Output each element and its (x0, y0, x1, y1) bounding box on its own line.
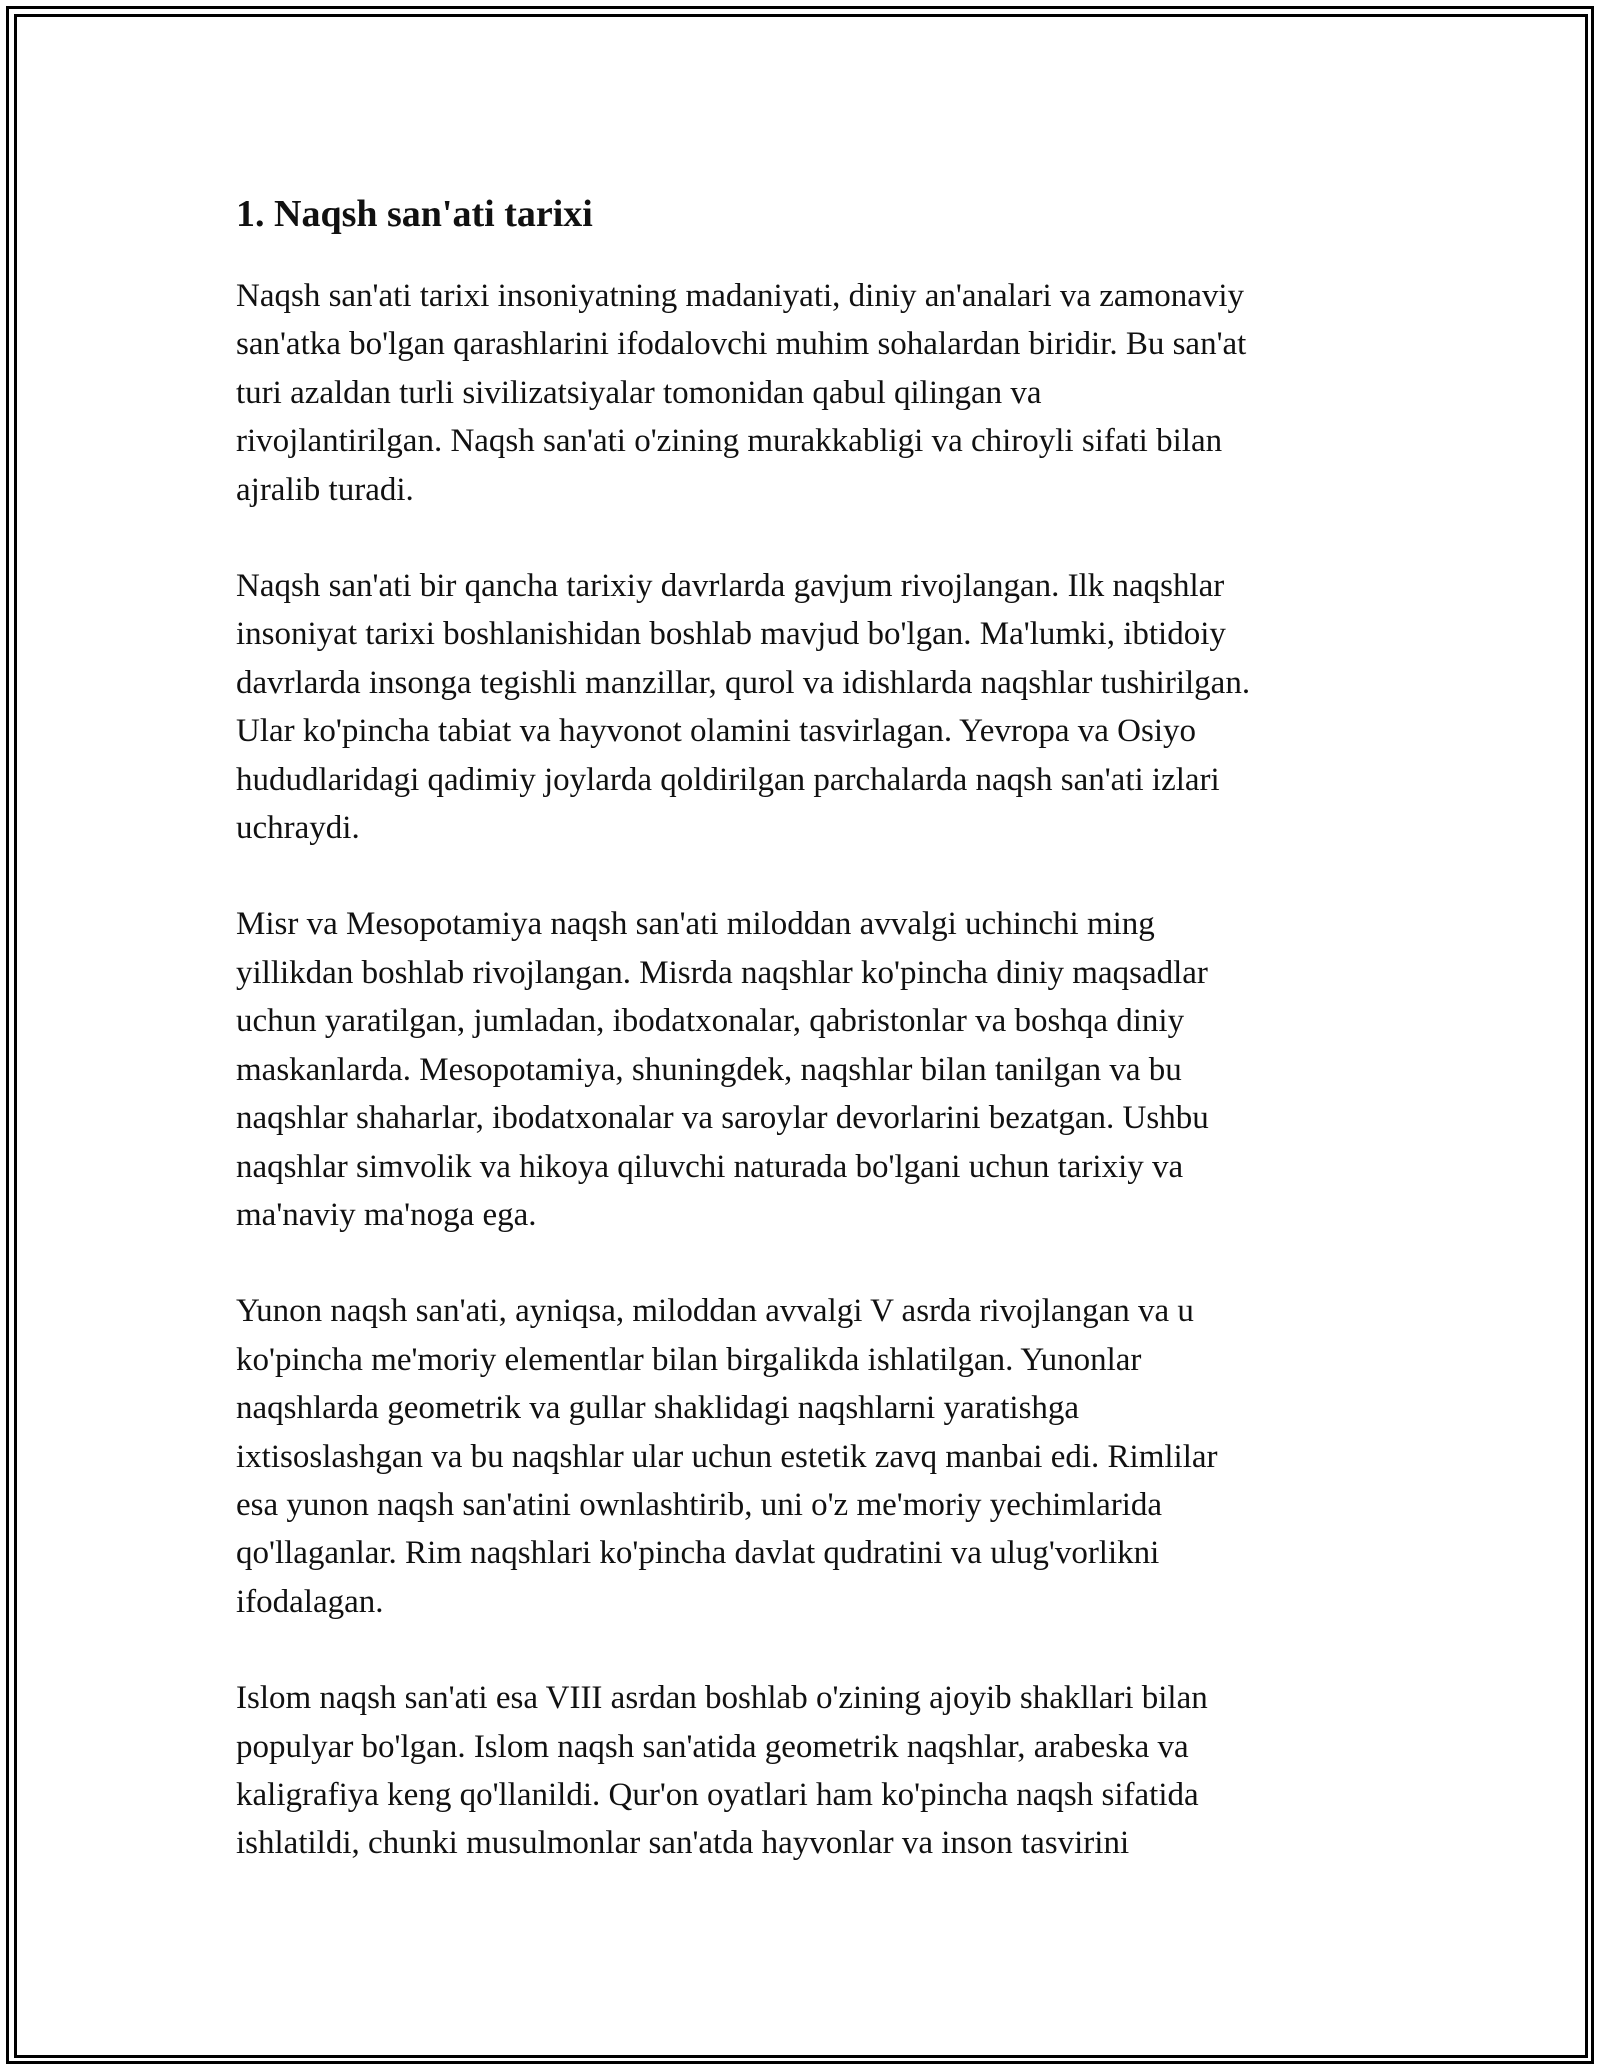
text-line: hududlaridagi qadimiy joylarda qoldirilgan parchalarda naqsh san'ati izlari (236, 761, 1220, 798)
text-line: ifodalagan. (236, 1583, 384, 1620)
text-line: ma'naviy ma'noga ega. (236, 1196, 537, 1233)
paragraph (236, 1287, 1366, 1626)
paragraph (236, 562, 1366, 852)
text-line: Misr va Mesopotamiya naqsh san'ati miloddan avvalgi uchinchi ming (236, 906, 1155, 943)
text-line: Naqsh san'ati bir qancha tarixiy davrlarda gavjum rivojlangan. Ilk naqshlar (236, 568, 1225, 605)
text-line: turi azaldan turli sivilizatsiyalar tomonidan qabul qilingan va (236, 374, 1042, 411)
page-title: 1. Naqsh san'ati tarixi (236, 193, 593, 235)
text-line: insoniyat tarixi boshlanishidan boshlab mavjud bo'lgan. Ma'lumki, ibtidoiy (236, 616, 1226, 653)
text-line: ko'pincha me'moriy elementlar bilan birgalikda ishlatilgan. Yunonlar (236, 1341, 1142, 1378)
paragraph (236, 1674, 1366, 1868)
text-line: Yunon naqsh san'ati, ayniqsa, miloddan avvalgi V asrda rivojlangan va u (236, 1293, 1194, 1330)
text-line: qo'llaganlar. Rim naqshlari ko'pincha davlat qudratini va ulug'vorlikni (236, 1535, 1160, 1572)
text-line: uchraydi. (236, 810, 360, 847)
text-line: yillikdan boshlab rivojlangan. Misrda naqshlar ko'pincha diniy maqsadlar (236, 954, 1208, 991)
text-line: populyar bo'lgan. Islom naqsh san'atida geometrik naqshlar, arabeska va (236, 1728, 1189, 1765)
text-line: Ular ko'pincha tabiat va hayvonot olamini tasvirlagan. Yevropa va Osiyo (236, 713, 1196, 750)
paragraph (236, 272, 1366, 514)
text-line: Naqsh san'ati tarixi insoniyatning madaniyati, diniy an'analari va zamonaviy (236, 278, 1245, 314)
text-line: naqshlarda geometrik va gullar shaklidagi naqshlarni yaratishga (236, 1390, 1080, 1427)
text-line: naqshlar simvolik va hikoya qiluvchi naturada bo'lgani uchun tarixiy va (236, 1148, 1184, 1185)
text-line: ajralib turadi. (236, 471, 414, 508)
text-line: san'atka bo'lgan qarashlarini ifodalovchi muhim sohalardan biridir. Bu san'at (236, 326, 1247, 363)
text-line: kaligrafiya keng qo'llanildi. Qur'on oyatlari ham ko'pincha naqsh sifatida (236, 1776, 1199, 1813)
paragraph-list (236, 272, 1366, 1868)
text-line: rivojlantirilgan. Naqsh san'ati o'zining murakkabligi va chiroyli sifati bilan (236, 423, 1223, 460)
paragraph (236, 900, 1366, 1239)
text-line: Islom naqsh san'ati esa VIII asrdan boshlab o'zining ajoyib shakllari bilan (236, 1680, 1208, 1717)
text-line: naqshlar shaharlar, ibodatxonalar va saroylar devorlarini bezatgan. Ushbu (236, 1100, 1209, 1137)
text-line: uchun yaratilgan, jumladan, ibodatxonalar, qabristonlar va boshqa diniy (236, 1003, 1185, 1040)
text-line: ixtisoslashgan va bu naqshlar ular uchun estetik zavq manbai edi. Rimlilar (236, 1438, 1218, 1475)
text-line: ishlatildi, chunki musulmonlar san'atda hayvonlar va inson tasvirini (236, 1825, 1130, 1862)
text-line: maskanlarda. Mesopotamiya, shuningdek, naqshlar bilan tanilgan va bu (236, 1051, 1182, 1088)
document-body (236, 186, 1366, 1916)
text-line: davrlarda insonga tegishli manzillar, qurol va idishlarda naqshlar tushirilgan. (236, 664, 1251, 701)
text-line: esa yunon naqsh san'atini ownlashtirib, uni o'z me'moriy yechimlarida (236, 1486, 1163, 1523)
